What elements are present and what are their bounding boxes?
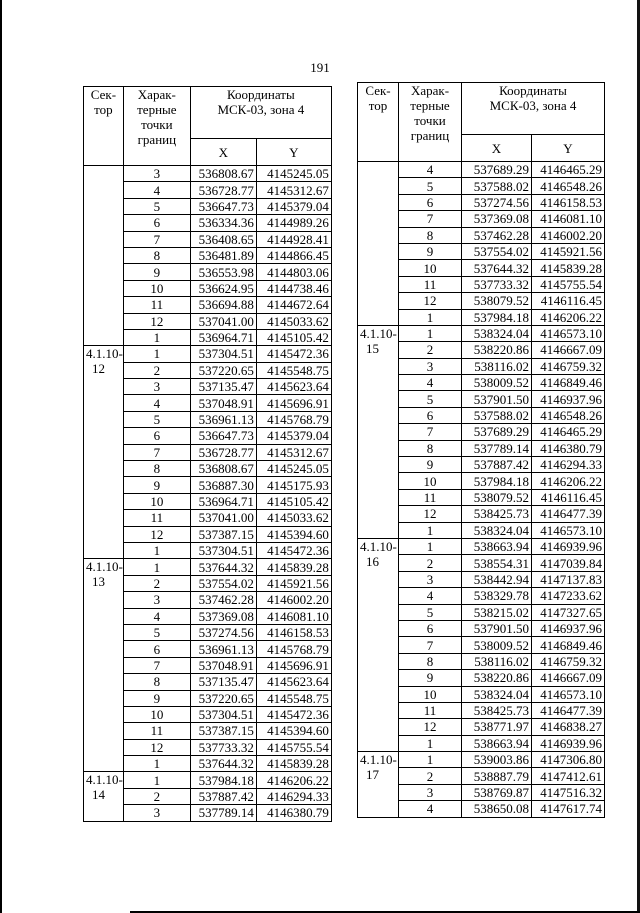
y-coordinate-cell: 4145312.67 (256, 182, 331, 198)
y-coordinate-cell: 4146548.26 (532, 407, 605, 423)
x-coordinate-cell: 537369.08 (462, 211, 532, 227)
point-number-cell: 9 (399, 243, 462, 259)
x-coordinate-cell: 537644.32 (462, 260, 532, 276)
point-number-cell: 8 (123, 674, 190, 690)
point-number-cell: 1 (399, 735, 462, 751)
point-number-cell: 12 (123, 313, 190, 329)
y-coordinate-cell: 4146081.10 (256, 608, 331, 624)
x-coordinate-cell: 537644.32 (190, 756, 256, 772)
point-number-cell: 11 (399, 276, 462, 292)
sector-label: 15 (366, 340, 379, 356)
point-number-cell: 10 (123, 280, 190, 296)
y-coordinate-cell: 4145623.64 (256, 674, 331, 690)
sector-cell (84, 772, 124, 821)
x-coordinate-cell: 538442.94 (462, 571, 532, 587)
point-number-cell: 3 (123, 805, 190, 821)
point-number-cell: 7 (123, 657, 190, 673)
y-coordinate-cell: 4146849.46 (532, 637, 605, 653)
x-coordinate-cell: 536481.89 (190, 247, 256, 263)
point-number-cell: 5 (399, 178, 462, 194)
sector-header: Сек- тор (84, 87, 124, 166)
sector-label: 4.1.10- (360, 538, 397, 554)
point-number-cell: 11 (399, 702, 462, 718)
x-coordinate-cell: 538554.31 (462, 555, 532, 571)
point-number-cell: 1 (399, 309, 462, 325)
x-coordinate-cell: 538324.04 (462, 325, 532, 341)
table-row (358, 325, 605, 341)
table-row (358, 538, 605, 554)
x-coordinate-cell: 536887.30 (190, 477, 256, 493)
sector-label: 17 (366, 767, 379, 783)
sector-label: 4.1.10- (360, 325, 397, 341)
point-number-cell: 12 (399, 506, 462, 522)
coordinates-table-left (83, 86, 332, 822)
point-number-cell: 1 (399, 325, 462, 341)
table-row (358, 752, 605, 768)
point-number-cell: 4 (399, 801, 462, 817)
x-coordinate-cell: 537041.00 (190, 313, 256, 329)
x-coordinate-cell: 538116.02 (462, 358, 532, 374)
x-coordinate-cell: 537304.51 (190, 346, 256, 362)
y-coordinate-cell: 4147306.80 (532, 752, 605, 768)
table-row (84, 772, 332, 788)
point-number-cell: 8 (399, 440, 462, 456)
x-coordinate-cell: 538663.94 (462, 538, 532, 554)
point-number-cell: 4 (399, 162, 462, 178)
x-header: X (462, 135, 532, 162)
y-coordinate-cell: 4145696.91 (256, 657, 331, 673)
x-coordinate-cell: 536808.67 (190, 461, 256, 477)
point-number-cell: 3 (399, 358, 462, 374)
x-coordinate-cell: 537304.51 (190, 706, 256, 722)
point-number-cell: 6 (399, 194, 462, 210)
y-coordinate-cell: 4146116.45 (532, 489, 605, 505)
x-coordinate-cell: 538215.02 (462, 604, 532, 620)
y-coordinate-cell: 4145105.42 (256, 493, 331, 509)
x-coordinate-cell: 538079.52 (462, 489, 532, 505)
y-coordinate-cell: 4147327.65 (532, 604, 605, 620)
x-coordinate-cell: 538009.52 (462, 637, 532, 653)
x-coordinate-cell: 536728.77 (190, 182, 256, 198)
scan-left-edge (0, 0, 2, 913)
y-coordinate-cell: 4145839.28 (256, 559, 331, 575)
y-coordinate-cell: 4146759.32 (532, 358, 605, 374)
y-coordinate-cell: 4146465.29 (532, 162, 605, 178)
point-number-cell: 6 (123, 215, 190, 231)
point-number-cell: 1 (123, 542, 190, 558)
point-number-cell: 2 (123, 362, 190, 378)
point-number-cell: 12 (123, 526, 190, 542)
y-coordinate-cell: 4145768.79 (256, 411, 331, 427)
x-coordinate-cell: 537588.02 (462, 407, 532, 423)
x-coordinate-cell: 537887.42 (462, 457, 532, 473)
x-coordinate-cell: 537220.65 (190, 362, 256, 378)
point-number-cell: 5 (399, 604, 462, 620)
point-number-cell: 8 (123, 247, 190, 263)
point-number-cell: 9 (123, 264, 190, 280)
x-coordinate-cell: 537887.42 (190, 788, 256, 804)
sector-label: 4.1.10- (86, 772, 123, 788)
x-coordinate-cell: 538650.08 (462, 801, 532, 817)
x-coordinate-cell: 536647.73 (190, 198, 256, 214)
point-number-cell: 1 (123, 559, 190, 575)
y-coordinate-cell: 4145245.05 (256, 166, 331, 182)
x-coordinate-cell: 537554.02 (190, 575, 256, 591)
x-coordinate-cell: 537984.18 (462, 309, 532, 325)
y-coordinate-cell: 4147617.74 (532, 801, 605, 817)
y-header: Y (256, 139, 331, 166)
point-number-cell: 9 (399, 670, 462, 686)
x-coordinate-cell: 536553.98 (190, 264, 256, 280)
point-number-cell: 4 (123, 395, 190, 411)
y-coordinate-cell: 4146759.32 (532, 653, 605, 669)
y-coordinate-cell: 4144803.06 (256, 264, 331, 280)
point-number-cell: 2 (399, 768, 462, 784)
point-number-cell: 4 (399, 588, 462, 604)
x-coordinate-cell: 538009.52 (462, 375, 532, 391)
x-coordinate-cell: 537789.14 (190, 805, 256, 821)
point-number-cell: 1 (123, 756, 190, 772)
point-number-cell: 4 (123, 608, 190, 624)
point-number-cell: 12 (123, 739, 190, 755)
sector-label: 16 (366, 553, 379, 569)
x-coordinate-cell: 536964.71 (190, 493, 256, 509)
x-coordinate-cell: 537901.50 (462, 620, 532, 636)
point-number-cell: 7 (123, 231, 190, 247)
sector-label: 14 (92, 787, 105, 803)
y-coordinate-cell: 4146939.96 (532, 538, 605, 554)
y-coordinate-cell: 4145839.28 (532, 260, 605, 276)
sector-cell (84, 559, 124, 772)
x-coordinate-cell: 537901.50 (462, 391, 532, 407)
y-coordinate-cell: 4146206.22 (256, 772, 331, 788)
page-number: 191 (310, 60, 330, 75)
x-coordinate-cell: 537789.14 (462, 440, 532, 456)
point-number-cell: 6 (399, 407, 462, 423)
y-coordinate-cell: 4145105.42 (256, 329, 331, 345)
point-number-cell: 12 (399, 719, 462, 735)
table-body (358, 162, 605, 818)
y-coordinate-cell: 4146002.20 (532, 227, 605, 243)
point-number-cell: 11 (123, 510, 190, 526)
y-coordinate-cell: 4145548.75 (256, 362, 331, 378)
y-coordinate-cell: 4144672.64 (256, 297, 331, 313)
point-number-cell: 3 (123, 592, 190, 608)
point-number-cell: 12 (399, 293, 462, 309)
x-coordinate-cell: 536961.13 (190, 411, 256, 427)
table-row (84, 346, 332, 362)
y-coordinate-cell: 4146206.22 (532, 309, 605, 325)
y-coordinate-cell: 4145312.67 (256, 444, 331, 460)
point-number-cell: 10 (123, 493, 190, 509)
y-coordinate-cell: 4145623.64 (256, 379, 331, 395)
y-coordinate-cell: 4145379.04 (256, 428, 331, 444)
x-header: X (190, 139, 256, 166)
point-number-cell: 7 (399, 424, 462, 440)
x-coordinate-cell: 537462.28 (190, 592, 256, 608)
x-coordinate-cell: 537041.00 (190, 510, 256, 526)
y-coordinate-cell: 4145548.75 (256, 690, 331, 706)
x-coordinate-cell: 538329.78 (462, 588, 532, 604)
sector-label: 4.1.10- (360, 752, 397, 768)
y-coordinate-cell: 4146937.96 (532, 391, 605, 407)
x-coordinate-cell: 537984.18 (190, 772, 256, 788)
point-number-cell: 6 (123, 641, 190, 657)
x-coordinate-cell: 537462.28 (462, 227, 532, 243)
point-number-cell: 5 (123, 411, 190, 427)
x-coordinate-cell: 536694.88 (190, 297, 256, 313)
coordinates-table-right (357, 82, 605, 818)
y-coordinate-cell: 4146477.39 (532, 702, 605, 718)
y-coordinate-cell: 4145921.56 (256, 575, 331, 591)
x-coordinate-cell: 537135.47 (190, 379, 256, 395)
x-coordinate-cell: 537689.29 (462, 162, 532, 178)
x-coordinate-cell: 537048.91 (190, 657, 256, 673)
y-coordinate-cell: 4146937.96 (532, 620, 605, 636)
y-coordinate-cell: 4145921.56 (532, 243, 605, 259)
y-coordinate-cell: 4146849.46 (532, 375, 605, 391)
point-number-cell: 7 (399, 211, 462, 227)
y-coordinate-cell: 4147039.84 (532, 555, 605, 571)
point-number-cell: 8 (123, 461, 190, 477)
x-coordinate-cell: 537588.02 (462, 178, 532, 194)
point-number-cell: 1 (399, 752, 462, 768)
x-coordinate-cell: 536961.13 (190, 641, 256, 657)
y-coordinate-cell: 4145379.04 (256, 198, 331, 214)
y-coordinate-cell: 4146206.22 (532, 473, 605, 489)
point-number-cell: 1 (123, 329, 190, 345)
point-number-cell: 7 (399, 637, 462, 653)
point-number-cell: 9 (123, 477, 190, 493)
x-coordinate-cell: 536728.77 (190, 444, 256, 460)
x-coordinate-cell: 537220.65 (190, 690, 256, 706)
sector-label: 12 (92, 361, 105, 377)
point-number-cell: 7 (123, 444, 190, 460)
table-row (84, 166, 332, 182)
x-coordinate-cell: 537135.47 (190, 674, 256, 690)
y-coordinate-cell: 4145755.54 (532, 276, 605, 292)
point-number-cell: 11 (123, 297, 190, 313)
coordinates-header: Координаты МСК-03, зона 4 (190, 87, 331, 139)
y-coordinate-cell: 4145472.36 (256, 706, 331, 722)
sector-label: 4.1.10- (86, 559, 123, 575)
y-coordinate-cell: 4145768.79 (256, 641, 331, 657)
y-coordinate-cell: 4145472.36 (256, 542, 331, 558)
y-coordinate-cell: 4145472.36 (256, 346, 331, 362)
point-number-cell: 10 (123, 706, 190, 722)
x-coordinate-cell: 538116.02 (462, 653, 532, 669)
y-coordinate-cell: 4146573.10 (532, 686, 605, 702)
x-coordinate-cell: 537554.02 (462, 243, 532, 259)
x-coordinate-cell: 538771.97 (462, 719, 532, 735)
y-coordinate-cell: 4146294.33 (532, 457, 605, 473)
x-coordinate-cell: 537387.15 (190, 526, 256, 542)
y-coordinate-cell: 4146573.10 (532, 325, 605, 341)
x-coordinate-cell: 538663.94 (462, 735, 532, 751)
y-coordinate-cell: 4144866.45 (256, 247, 331, 263)
y-coordinate-cell: 4146081.10 (532, 211, 605, 227)
point-number-cell: 3 (399, 784, 462, 800)
x-coordinate-cell: 537048.91 (190, 395, 256, 411)
table-header (84, 87, 332, 166)
sector-cell (358, 162, 399, 326)
x-coordinate-cell: 538324.04 (462, 686, 532, 702)
x-coordinate-cell: 537733.32 (190, 739, 256, 755)
point-number-cell: 1 (399, 522, 462, 538)
x-coordinate-cell: 537733.32 (462, 276, 532, 292)
point-number-cell: 5 (123, 198, 190, 214)
y-coordinate-cell: 4146158.53 (532, 194, 605, 210)
point-number-cell: 2 (399, 342, 462, 358)
sector-label: 13 (92, 574, 105, 590)
x-coordinate-cell: 537689.29 (462, 424, 532, 440)
y-coordinate-cell: 4145755.54 (256, 739, 331, 755)
point-number-cell: 5 (123, 624, 190, 640)
point-number-cell: 3 (123, 379, 190, 395)
x-coordinate-cell: 537644.32 (190, 559, 256, 575)
y-coordinate-cell: 4146939.96 (532, 735, 605, 751)
y-coordinate-cell: 4146380.79 (256, 805, 331, 821)
y-coordinate-cell: 4146477.39 (532, 506, 605, 522)
x-coordinate-cell: 538220.86 (462, 670, 532, 686)
table-row (84, 559, 332, 575)
point-number-cell: 10 (399, 686, 462, 702)
point-number-cell: 9 (399, 457, 462, 473)
x-coordinate-cell: 538324.04 (462, 522, 532, 538)
x-coordinate-cell: 536808.67 (190, 166, 256, 182)
sector-cell (358, 325, 399, 538)
x-coordinate-cell: 536964.71 (190, 329, 256, 345)
point-number-cell: 11 (123, 723, 190, 739)
sector-cell (358, 538, 399, 751)
table-body (84, 166, 332, 822)
table-row (358, 162, 605, 178)
point-number-cell: 4 (399, 375, 462, 391)
point-number-cell: 3 (123, 166, 190, 182)
y-coordinate-cell: 4146380.79 (532, 440, 605, 456)
x-coordinate-cell: 537369.08 (190, 608, 256, 624)
x-coordinate-cell: 536647.73 (190, 428, 256, 444)
sector-header: Сек- тор (358, 83, 399, 162)
y-coordinate-cell: 4146838.27 (532, 719, 605, 735)
point-number-cell: 9 (123, 690, 190, 706)
y-coordinate-cell: 4146002.20 (256, 592, 331, 608)
point-number-cell: 1 (123, 346, 190, 362)
point-number-cell: 1 (123, 772, 190, 788)
y-coordinate-cell: 4147137.83 (532, 571, 605, 587)
point-number-cell: 6 (399, 620, 462, 636)
y-coordinate-cell: 4145245.05 (256, 461, 331, 477)
y-coordinate-cell: 4145033.62 (256, 313, 331, 329)
point-number-cell: 4 (123, 182, 190, 198)
y-coordinate-cell: 4145394.60 (256, 526, 331, 542)
y-coordinate-cell: 4147233.62 (532, 588, 605, 604)
point-number-cell: 8 (399, 653, 462, 669)
point-number-cell: 2 (399, 555, 462, 571)
y-coordinate-cell: 4145839.28 (256, 756, 331, 772)
point-number-cell: 6 (123, 428, 190, 444)
x-coordinate-cell: 538220.86 (462, 342, 532, 358)
y-header: Y (532, 135, 605, 162)
y-coordinate-cell: 4145696.91 (256, 395, 331, 411)
x-coordinate-cell: 537274.56 (462, 194, 532, 210)
sector-cell (84, 166, 124, 346)
y-coordinate-cell: 4146548.26 (532, 178, 605, 194)
y-coordinate-cell: 4146667.09 (532, 670, 605, 686)
x-coordinate-cell: 537274.56 (190, 624, 256, 640)
x-coordinate-cell: 538425.73 (462, 702, 532, 718)
point-number-cell: 5 (399, 391, 462, 407)
y-coordinate-cell: 4144989.26 (256, 215, 331, 231)
y-coordinate-cell: 4146294.33 (256, 788, 331, 804)
y-coordinate-cell: 4146573.10 (532, 522, 605, 538)
point-number-cell: 10 (399, 473, 462, 489)
points-header: Харак- терные точки границ (123, 87, 190, 166)
point-number-cell: 11 (399, 489, 462, 505)
y-coordinate-cell: 4145175.93 (256, 477, 331, 493)
x-coordinate-cell: 538425.73 (462, 506, 532, 522)
x-coordinate-cell: 539003.86 (462, 752, 532, 768)
x-coordinate-cell: 538079.52 (462, 293, 532, 309)
x-coordinate-cell: 536334.36 (190, 215, 256, 231)
x-coordinate-cell: 537984.18 (462, 473, 532, 489)
x-coordinate-cell: 538769.87 (462, 784, 532, 800)
x-coordinate-cell: 536408.65 (190, 231, 256, 247)
table-header (358, 83, 605, 162)
sector-label: 4.1.10- (86, 346, 123, 362)
y-coordinate-cell: 4147412.61 (532, 768, 605, 784)
y-coordinate-cell: 4144928.41 (256, 231, 331, 247)
point-number-cell: 2 (123, 788, 190, 804)
points-header: Харак- терные точки границ (399, 83, 462, 162)
y-coordinate-cell: 4146667.09 (532, 342, 605, 358)
y-coordinate-cell: 4146116.45 (532, 293, 605, 309)
x-coordinate-cell: 537387.15 (190, 723, 256, 739)
y-coordinate-cell: 4147516.32 (532, 784, 605, 800)
x-coordinate-cell: 536624.95 (190, 280, 256, 296)
x-coordinate-cell: 537304.51 (190, 542, 256, 558)
y-coordinate-cell: 4145033.62 (256, 510, 331, 526)
point-number-cell: 10 (399, 260, 462, 276)
sector-cell (358, 752, 399, 818)
point-number-cell: 1 (399, 538, 462, 554)
sector-cell (84, 346, 124, 559)
coordinates-header: Координаты МСК-03, зона 4 (462, 83, 605, 135)
x-coordinate-cell: 538887.79 (462, 768, 532, 784)
y-coordinate-cell: 4146158.53 (256, 624, 331, 640)
point-number-cell: 8 (399, 227, 462, 243)
y-coordinate-cell: 4144738.46 (256, 280, 331, 296)
y-coordinate-cell: 4145394.60 (256, 723, 331, 739)
point-number-cell: 2 (123, 575, 190, 591)
y-coordinate-cell: 4146465.29 (532, 424, 605, 440)
point-number-cell: 3 (399, 571, 462, 587)
